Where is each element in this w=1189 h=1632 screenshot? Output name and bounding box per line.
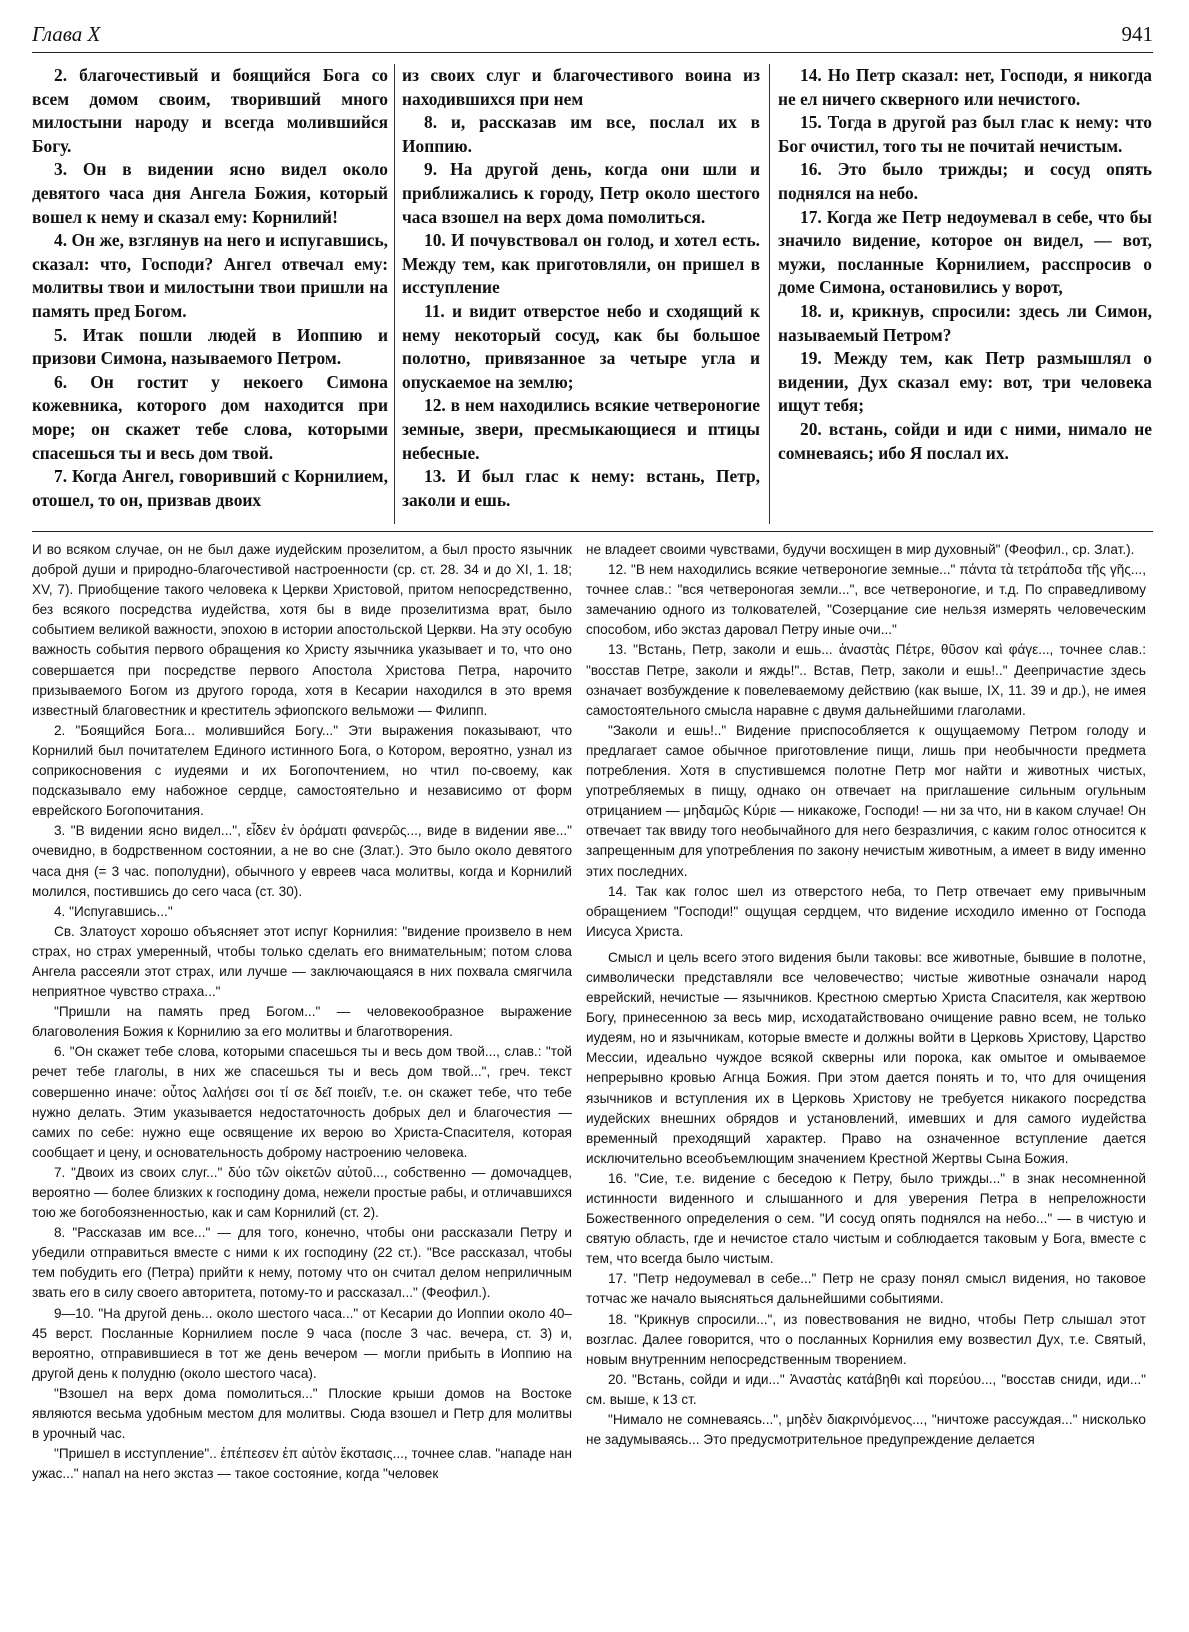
commentary-paragraph: Св. Златоуст хорошо объясняет этот испуг Корнилия: "видение произвело в нем страх, но страх умеренный, чтобы только сделать его внимательным; потом слова Ангела рассеяли этот страх, или лучше — заключающаяся в них похвала смягчила неприятное чувство страха..." <box>32 923 572 1000</box>
commentary-paragraph: 6. "Он скажет тебе слова, которыми спасешься ты и весь дом твой..., слав.: "той речет тебе глаголы, в них же спасешься ты и весь дом твой...", греч. текст совершенно иначе: οὗτος λαλήσει σοι τί σε δεῖ ποιεῖν, т.е. он скажет тебе, что тебе нужно делать. Этим указывается недостаточность добрых дел и благочестия — самих по себе: нужно еще освящение их верою во Христа-Спасителя, которая сообщает и цену, и основательность доброму настроению человека. <box>32 1044 572 1160</box>
verse-column-3 <box>778 64 1152 524</box>
commentary-paragraph: "Нимало не сомневаясь...", μηδὲν διακρινόμενος..., "ничтоже рассуждая..." нисколько не задумываясь... Это предусмотрительное предупреждение делается <box>586 1412 1146 1448</box>
section-divider <box>32 531 1153 532</box>
verse: 16. Это было трижды; и сосуд опять поднялся на небо. <box>778 159 1152 203</box>
verse: 7. Когда Ангел, говоривший с Корнилием, отошел, то он, призвав двоих <box>32 466 388 510</box>
verse: 8. и, рассказав им все, послал их в Иоппию. <box>402 112 760 156</box>
verse: 3. Он в видении ясно видел около девятого часа дня Ангела Божия, который вошел к нему и сказал ему: Корнилий! <box>32 159 388 227</box>
verse: 9. На другой день, когда они шли и приближались к городу, Петр около шестого часа взошел на верх дома помолиться. <box>402 159 760 227</box>
verse: 6. Он гостит у некоего Симона кожевника, которого дом находится при море; он скажет тебе слова, которыми спасешься ты и весь дом твой. <box>32 371 388 463</box>
commentary-paragraph: 8. "Рассказав им все..." — для того, конечно, чтобы они рассказали Петру и убедили отправиться вместе с ними к их господину (22 ст.). "Все рассказал, чтобы тем побудить его (Петра) прийти к нему, потому что он считал делом неприличным звать его в силу своего авторитета, потому-то и рассказал..." (Феофил.). <box>32 1225 572 1301</box>
commentary-paragraph: 17. "Петр недоумевал в себе..." Петр не сразу понял смысл видения, но таковое тотчас же начало выясняться дальнейшими событиями. <box>586 1271 1146 1307</box>
column-divider <box>769 64 770 524</box>
verse-column-2 <box>402 64 760 524</box>
verse: из своих слуг и благочестивого воина из находившихся при нем <box>402 65 760 109</box>
verse: 4. Он же, взглянув на него и испугавшись, сказал: что, Господи? Ангел отвечал ему: молитвы твои и милостыни твои пришли на память пред Богом. <box>32 230 388 321</box>
commentary-paragraph: 16. "Сие, т.е. видение с беседою к Петру, было трижды..." в знак несомненной истинности виденного и слышанного и для уверения Петра в непреложности Божественного определения о сем. "И сосуд опять поднялся на небо..." — в чистую и святую область, где и нечистое стало чистым и соблюдается таковым у Бога, вместе с тем, что всегда было чистым. <box>586 1170 1146 1267</box>
verse: 15. Тогда в другой раз был глас к нему: что Бог очистил, того ты не почитай нечистым. <box>778 112 1152 156</box>
verse: 13. И был глас к нему: встань, Петр, заколи и ешь. <box>402 466 760 510</box>
verse: 14. Но Петр сказал: нет, Господи, я никогда не ел ничего скверного или нечистого. <box>778 65 1152 109</box>
commentary-paragraph: 12. "В нем находились всякие четвероногие земные..." πάντα τὰ τετράποδα τῆς γῆς..., точнее слав.: "вся четвероногая земли...", все четвероногие, и т.д. По справедливому замечанию одного из толкователей, "Созерцание сие нельзя измерять человеческим способом, ибо экстаз даровал Петру иные очи..." <box>586 562 1146 638</box>
verse: 12. в нем находились всякие четвероногие земные, звери, пресмыкающиеся и птицы небесные. <box>402 395 760 463</box>
commentary-paragraph: 13. "Встань, Петр, заколи и ешь... ἀναστὰς Πέτρε, θῦσον καὶ φάγε..., точнее слав.: "восстав Петре, заколи и яждь!".. Встав, Петр, заколи и ешь!.." Деепричастие здесь означает возбуждение к повелеваемому действию (как выше, IX, 11. 39 и др.), не имея самостоятельного смысла наравне с двумя дальнейшими глаголами. <box>586 642 1146 718</box>
page-header <box>32 18 1153 53</box>
commentary-paragraph: Смысл и цель всего этого видения были таковы: все животные, бывшие в полотне, символически представляли все человечество; чистые животные означали народ еврейский, нечистые — язычников. Крестною смертью Христа Спасителя, как жертвою Богу, принесенною за весь мир, исходатайствовано очищение равно всем, не только иудеям, но и язычникам, которые вместе и должны войти в Церковь Христову, Царство Мессии, идеально чуждое всякой скверны или порока, как омытое и омываемое непрерывно кровью Агнца Божия. При этом дается понять и то, что для очищения язычников и вступления их в Церковь Христову не требуется никакого посредства иудейских внешних обрядов и установлений, имевших и для самого иудейства временный преходящий характер. Право на означенное вступление дается исключительно всеобъемлющим значением Крестной Жертвы Сына Божия. <box>586 949 1146 1166</box>
commentary-paragraph: И во всяком случае, он не был даже иудейским прозелитом, а был просто язычник доброй души и природно-благочестивой настроенности (ср. ст. 28. 34 и до XI, 1. 18; XV, 7). Приобщение такого человека к Церкви Христовой, притом непосредственно, без всякого посредства иудейства, хотя бы в виде прозелитизма врат, было событием великой важности, эпохою в истории апостольской Церкви. На эту особую важность события первого обращения ко Христу язычника указывает и то, что оно совершается при посредстве первого Апостола Христова Петра, нарочито призываемого Богом из другого города, хотя в Кесарии находился в это время известный благовестник и креститель эфиопского вельможи — Филипп. <box>32 542 572 718</box>
verse: 18. и, крикнув, спросили: здесь ли Симон, называемый Петром? <box>778 300 1152 345</box>
verse: 5. Итак пошли людей в Иоппию и призови Симона, называемого Петром. <box>32 324 388 369</box>
verse: 20. встань, сойди и иди с ними, нимало не сомневаясь; ибо Я послал их. <box>778 418 1152 463</box>
commentary-paragraph: не владеет своими чувствами, будучи восхищен в мир духовный" (Феофил., ср. Злат.). <box>586 542 1135 557</box>
commentary-paragraph: 18. "Крикнув спросили...", из повествования не видно, чтобы Петр слышал этот возглас. Далее говорится, что о посланных Корнилия ему возвестил Дух, т.е. Святый, новым внутренним непосредственным творением. <box>586 1311 1146 1367</box>
commentary-column-1 <box>32 540 572 1632</box>
commentary-paragraph: 20. "Встань, сойди и иди..." Ἀναστὰς κατάβηθι καὶ πορεύου..., "восстав сниди, иди..." см. выше, к 13 ст. <box>586 1371 1146 1407</box>
commentary-paragraph: 2. "Боящийся Бога... молившийся Богу..." Эти выражения показывают, что Корнилий был почитателем Единого истинного Бога, о Котором, вероятно, узнал из соприкосновения с иудеями и их Богопочтением, но чтил по-своему, как подсказывало ему набожное сердце, самостоятельно и независимо от форм еврейского Богопочитания. <box>32 722 572 819</box>
commentary-paragraph: 7. "Двоих из своих слуг..." δύο τῶν οἰκετῶν αὐτοῦ..., собственно — домочадцев, вероятно — более близких к господину дома, нежели простые рабы, и отличавшихся тою же богобоязненностью, как и сам Корнилий (ст. 2). <box>32 1164 572 1221</box>
commentary-column-2 <box>586 540 1146 1632</box>
commentary-paragraph: "Заколи и ешь!.." Видение приспособляется к ощущаемому Петром голоду и предлагает самое обычное приготовление пищи, лишь при необычности предмета потребления. Хотя в спустившемся полотне Петр мог найти и животных чистых, употребляемых в пищу, однако он отвечает на приглашение сильным огульным отрицанием — μηδαμῶς Κύριε — никакоже, Господи! — ни за что, ни в каком случае! Он отвечает так ввиду того необычайного для него безразличия, с каким голос относится к запрещенным для употребления по закону нечистым животным, а имеет в виду именно этих последних. <box>586 722 1146 879</box>
commentary-paragraph: 4. "Испугавшись..." <box>54 903 173 919</box>
chapter-title: Глава X <box>32 22 101 46</box>
column-divider <box>394 64 395 524</box>
verse: 19. Между тем, как Петр размышлял о видении, Дух сказал ему: вот, три человека ищут тебя; <box>778 348 1152 416</box>
verse: 17. Когда же Петр недоумевал в себе, что бы значило видение, которое он видел, — вот, мужи, посланные Корнилием, расспросив о доме Симона, остановились у ворот, <box>778 206 1152 298</box>
commentary-paragraph: 14. Так как голос шел из отверстого неба, то Петр отвечает ему привычным обращением "Господи!" ощущая сердцем, что видение исходило именно от Господа Иисуса Христа. <box>586 883 1146 939</box>
verse-column-1 <box>32 64 388 524</box>
commentary-paragraph: 3. "В видении ясно видел...", εἶδεν ἐν ὁράματι φανερῶς..., виде в видении яве..." очевидно, в бодрственном состоянии, а не во сне (Злат.). Это было около девятого часа дня (= 3 час. пополудни), обычного у евреев часа молитвы, когда и Корнилий молился, постившись до сего часа (ст. 30). <box>32 823 572 899</box>
verse: 2. благочестивый и боящийся Бога со всем домом своим, творивший много милостыни народу и всегда молившийся Богу. <box>32 65 388 156</box>
page-number: 941 <box>1121 22 1153 46</box>
commentary-paragraph: 9—10. "На другой день... около шестого часа..." от Кесарии до Иоппии около 40–45 верст. Посланные Корнилием после 9 часа (после 3 час. вечера, ст. 3) и, вероятно, отправившиеся в тот же день вечером — могли прибыть в Иоппию на другой день к полудню (около шестого часа). <box>32 1305 572 1381</box>
verse: 10. И почувствовал он голод, и хотел есть. Между тем, как приготовляли, он пришел в исступление <box>402 230 760 298</box>
verse: 11. и видит отверстое небо и сходящий к нему некоторый сосуд, как бы большое полотно, привязанное за четыре угла и опускаемое на землю; <box>402 300 760 392</box>
commentary-paragraph: "Пришли на память пред Богом..." — человекообразное выражение благоволения Божия к Корнилию за его молитвы и благотворения. <box>32 1004 572 1040</box>
commentary-paragraph: "Пришел в исступление".. ἐπέπεσεν ἐπ αὐτὸν ἔκστασις..., точнее слав. "нападе нан ужас..." напал на него экстаз — такое состояние, когда "человек <box>32 1446 572 1482</box>
scripture-text <box>32 64 1153 524</box>
commentary-paragraph: "Взошел на верх дома помолиться..." Плоские крыши домов на Востоке являются весьма удобным местом для молитвы. Сюда взошел и Петр для молитвы в урочный час. <box>32 1385 572 1442</box>
